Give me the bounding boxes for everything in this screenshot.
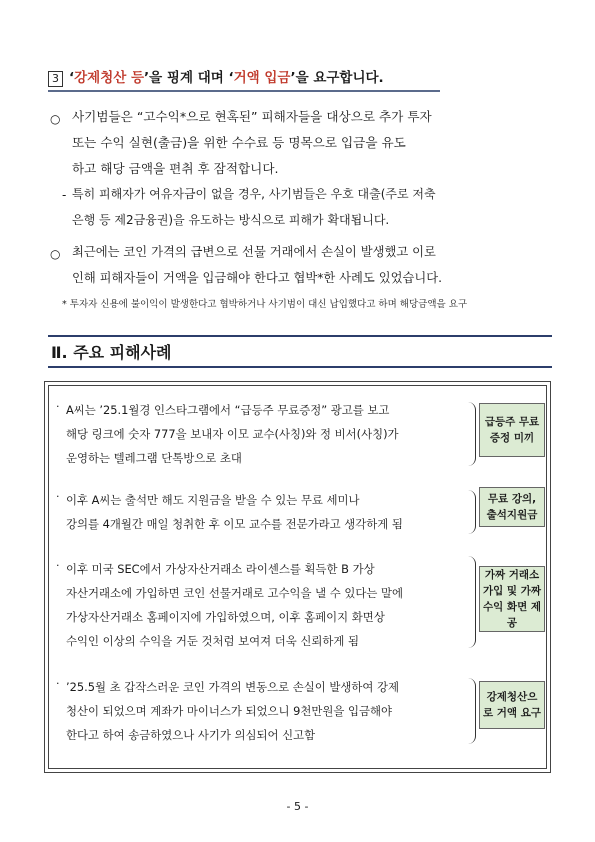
heading-highlight-2: 거액 입금 xyxy=(233,70,291,86)
case2-brace xyxy=(465,490,476,534)
heading-highlight-1: 강제청산 등 xyxy=(74,70,145,86)
case3-brace xyxy=(465,556,476,648)
case1-line2: 해당 링크에 숫자 777을 보내자 이모 교수(사칭)와 정 비서(사칭)가 xyxy=(66,427,399,441)
case3-bullet: · xyxy=(56,559,60,572)
para1-line3: 하고 해당 금액을 편취 후 잠적합니다. xyxy=(72,161,279,176)
case-1 xyxy=(66,398,466,470)
case1-tag: 급등주 무료증정 미끼 xyxy=(479,403,545,457)
para3-line2: 인해 피해자들이 거액을 입금해야 한다고 협박*한 사례도 있었습니다. xyxy=(72,271,443,285)
para2-bullet: - xyxy=(62,188,67,202)
para1-bullet: ○ xyxy=(50,112,61,126)
paragraph-2 xyxy=(72,181,562,233)
section-title: Ⅱ. 주요 피해사례 xyxy=(51,343,172,362)
case2-bullet: · xyxy=(56,490,60,503)
case4-line1: ’25.5월 초 갑작스러운 코인 가격의 변동으로 손실이 발생하여 강제 xyxy=(66,680,400,694)
case2-tag: 무료 강의, 출석지원금 xyxy=(479,487,545,527)
case4-line3: 한다고 하여 송금하였으나 사기가 의심되어 신고함 xyxy=(66,728,316,742)
case3-line4: 수익인 이상의 수익을 거둔 것처럼 보여져 더욱 신뢰하게 됨 xyxy=(66,634,360,648)
case1-brace xyxy=(465,402,476,466)
para2-line2: 은행 등 제2금융권)을 유도하는 방식으로 피해가 확대됩니다. xyxy=(72,213,390,227)
heading-text-mid: ’을 핑계 대며 ‘ xyxy=(144,70,234,86)
case1-bullet: · xyxy=(56,400,60,413)
heading-text-end: ’을 요구합니다. xyxy=(290,70,384,86)
paragraph-3 xyxy=(72,239,562,291)
case3-line1: 이후 미국 SEC에서 가상자산거래소 라이센스를 획득한 B 가상 xyxy=(66,562,375,576)
case3-tag: 가짜 거래소 가입 및 가짜 수익 화면 제공 xyxy=(479,566,545,632)
para1-line1: 사기범들은 “고수익*으로 현혹된” 피해자들을 대상으로 추가 투자 xyxy=(72,109,432,124)
case-2 xyxy=(66,488,466,536)
footnote: * 투자자 신용에 불이익이 발생한다고 협박하거나 사기범이 대신 납입했다고 하며 해당금액을 요구 xyxy=(62,299,468,310)
para3-line1: 최근에는 코인 가격의 급변으로 선물 거래에서 손실이 발생했고 이로 xyxy=(72,245,436,259)
subsection-heading xyxy=(48,66,558,92)
case4-line2: 청산이 되었으며 계좌가 마이너스가 되었으니 9천만원을 입금해야 xyxy=(66,704,393,718)
case1-line1: A씨는 ’25.1월경 인스타그램에서 “급등주 무료증정” 광고를 보고 xyxy=(66,403,390,417)
para3-bullet: ○ xyxy=(50,247,61,261)
case-4 xyxy=(66,675,466,747)
case3-line2: 자산거래소에 가입하면 코인 선물거래로 고수익을 낼 수 있다는 말에 xyxy=(66,586,404,600)
case2-line1: 이후 A씨는 출석만 해도 지원금을 받을 수 있는 무료 세미나 xyxy=(66,493,360,507)
case4-bullet: · xyxy=(56,677,60,690)
case3-line3: 가상자산거래소 홈페이지에 가입하였으며, 이후 홈페이지 화면상 xyxy=(66,610,385,624)
heading-quote-open: ‘ xyxy=(69,70,75,86)
para2-line1: 특히 피해자가 여유자금이 없을 경우, 사기범들은 우호 대출(주로 저축 xyxy=(72,187,436,201)
section-rule-top xyxy=(48,335,552,337)
paragraph-1 xyxy=(72,104,562,182)
section-number-box: 3 xyxy=(48,71,63,87)
para1-line2: 또는 수익 실현(출금)을 위한 수수료 등 명목으로 입금을 유도 xyxy=(72,135,406,150)
case4-tag: 강제청산으로 거액 요구 xyxy=(479,681,545,729)
case4-brace xyxy=(465,678,476,744)
case-3 xyxy=(66,557,466,653)
case2-line2: 강의를 4개월간 매일 청취한 후 이모 교수를 전문가라고 생각하게 됨 xyxy=(66,517,403,531)
case1-line3: 운영하는 텔레그램 단톡방으로 초대 xyxy=(66,451,242,465)
section-rule-bottom xyxy=(48,366,552,368)
page-number: - 5 - xyxy=(286,800,309,813)
